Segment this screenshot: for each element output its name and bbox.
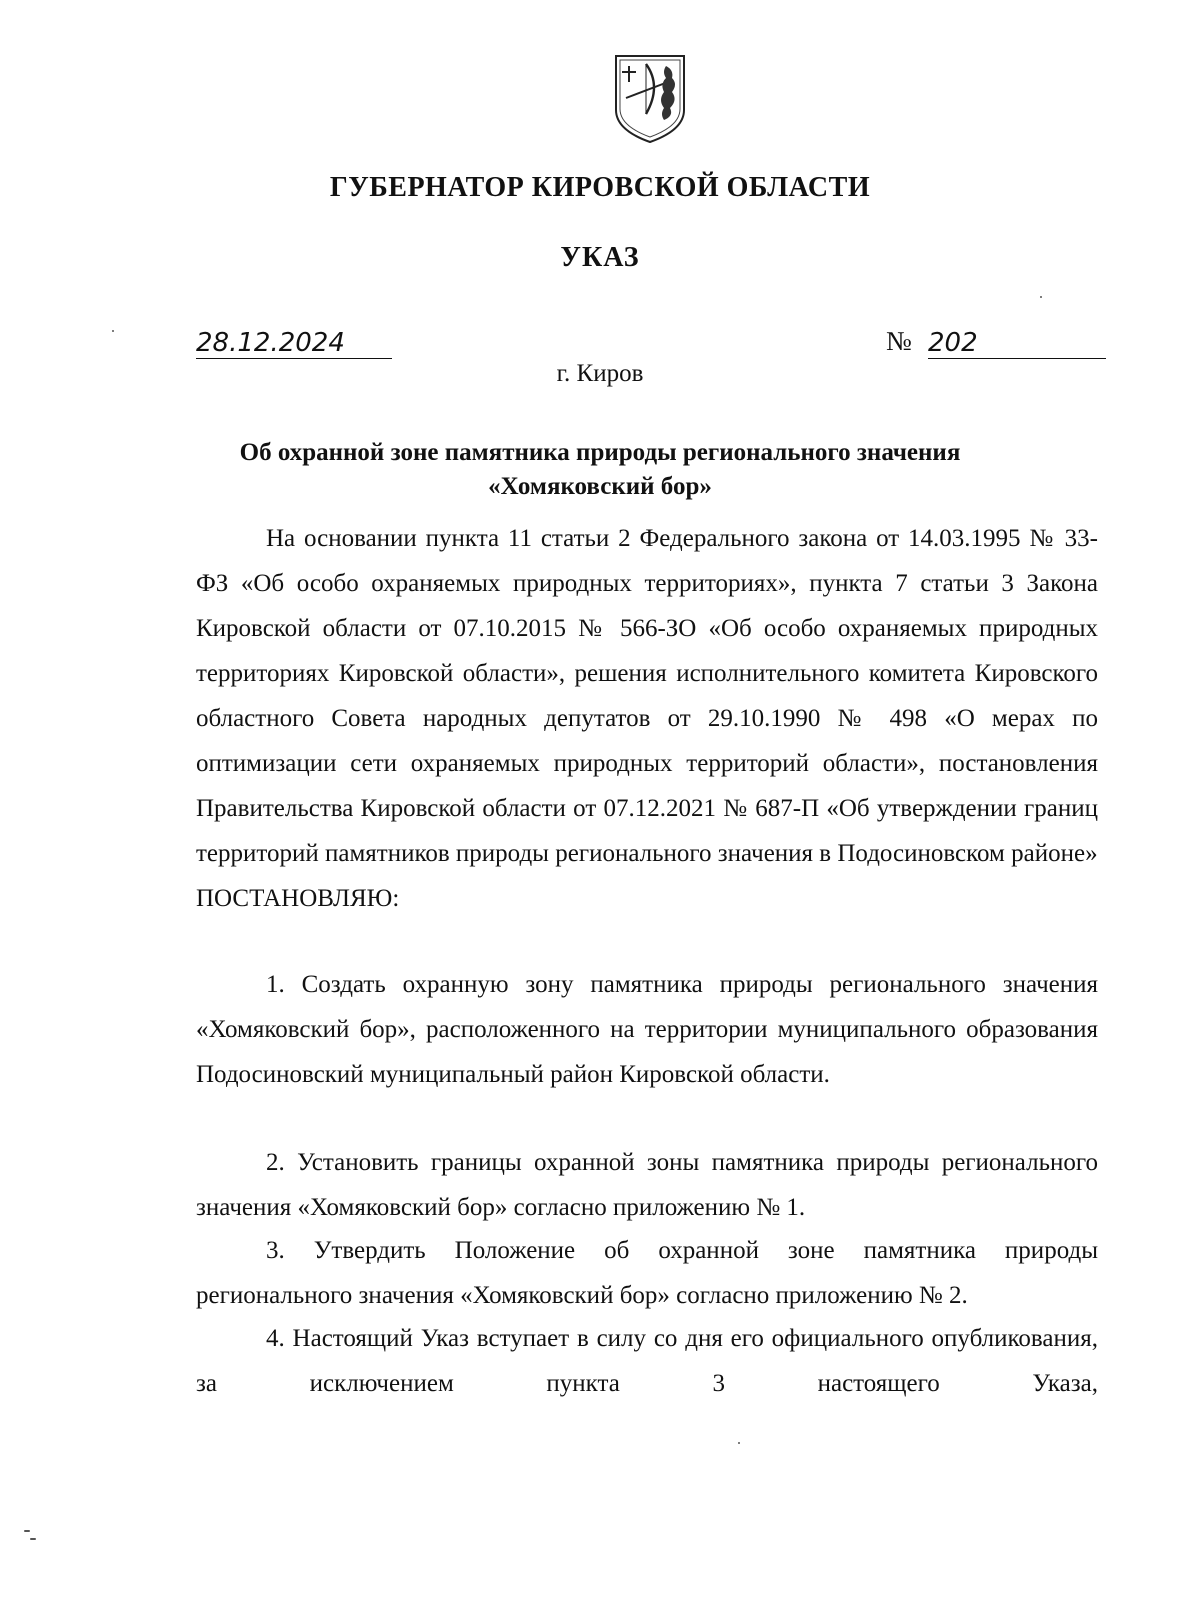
decree-word: ПОСТАНОВЛЯЮ: [196, 885, 400, 912]
decree-item-4: 4. Настоящий Указ вступает в силу со дня его официального опубликования, за исключением пункта 3 настоящего Указа, [196, 1325, 1098, 1397]
decree-item-1: 1. Создать охранную зону памятника природы регионального значения «Хомяковский бор», расположенного на территории муниципального образования Подосиновский муниципальный район Кировской области. [196, 971, 1098, 1088]
number-sign: № [886, 326, 912, 356]
document-title-line-1: Об охранной зоне памятника природы регионального значения [239, 439, 961, 466]
decree-date: 28.12.2024 [196, 328, 392, 359]
city-line: г. Киров [556, 360, 644, 387]
decree-item-4-wrap [196, 1316, 1098, 1406]
decree-item-3-wrap [196, 1228, 1098, 1318]
decree-items [196, 962, 1098, 1097]
authority-heading: ГУБЕРНАТОР КИРОВСКОЙ ОБЛАСТИ [329, 172, 871, 203]
document-type-heading: УКАЗ [560, 242, 640, 273]
coat-of-arms-icon [612, 52, 688, 144]
document-title [0, 436, 1200, 504]
decree-item-2: 2. Установить границы охранной зоны памятника природы регионального значения «Хомяковский бор» согласно приложению № 1. [196, 1149, 1098, 1221]
decree-item-2-wrap [196, 1140, 1098, 1230]
decree-number-block [886, 326, 1106, 358]
decree-number: 202 [928, 328, 1106, 359]
decree-item-3: 3. Утвердить Положение об охранной зоне памятника природы регионального значения «Хомяковский бор» согласно приложению № 2. [196, 1237, 1098, 1309]
preamble-paragraph: На основании пункта 11 статьи 2 Федерального закона от 14.03.1995 № 33-ФЗ «Об особо охраняемых природных территориях», пункта 7 статьи 3 Закона Кировской области от 07.10.2015 № 566-ЗО «Об особо охраняемых природных территориях Кировской области», решения исполнительного комитета Кировского областного Совета народных депутатов от 29.10.1990 № 498 «О мерах по оптимизации сети охраняемых природных территорий области», постановления Правительства Кировской области от 07.12.2021 № 687-П «Об утверждении границ территорий памятников природы регионального значения в Подосиновском районе» [196, 525, 1098, 867]
document-body [196, 516, 1098, 921]
document-title-line-2: «Хомяковский бор» [488, 473, 712, 500]
